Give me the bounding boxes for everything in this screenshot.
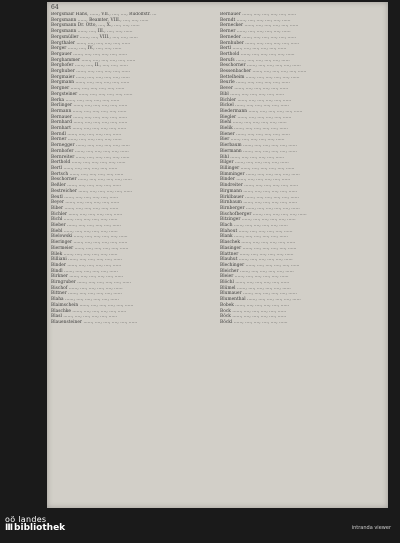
directory-entry: Bilger ......, ...., ...., ...., ...., ...... [220, 160, 289, 166]
directory-entry: Biegler ......, ...., ...., ...., ...., ...... [220, 114, 292, 120]
directory-entry: Bernhuber ......, ...., ...., ...., ...., ...... [220, 40, 300, 46]
directory-entry: Bickel ......, ...., ...., ...., ...., ...... [220, 103, 289, 109]
directory-entry: Biermeier ......, ...., ...., ...., ...., ...... [51, 245, 129, 251]
directory-entry: Bielik ......, ...., ...., ...., ...., ...... [220, 126, 288, 132]
document-page [47, 2, 388, 508]
page-number: 64 [51, 4, 59, 11]
logo-line-2 [5, 524, 65, 532]
directory-entry: Bergsteiner ......, ...., ...., ...., ...., ...... [51, 91, 133, 97]
directory-entry: Bittner ......, ...., ...., ...., ...., ...... [51, 291, 122, 297]
directory-entry: Berndl ......, ...., ...., ...., ...., ...... [51, 131, 122, 137]
directory-entry: Beurle ......, ...., ...., ...., ...., ...... [220, 80, 290, 86]
directory-entry: Bihl ......, ...., ...., ...., ...., ...... [220, 154, 285, 160]
directory-entry: Beßler ......, ...., ...., ...., ...., ...... [51, 183, 122, 189]
directory-entry: Biber ......, ...., ...., ...., ...., ...... [51, 205, 119, 211]
directory-entry: Blach ......, ...., ...., ...., ...., ...... [220, 223, 288, 229]
directory-entry: Blaschke ......, ...., ...., ...., ...., ...... [51, 308, 127, 314]
directory-entry: Bertsch ......, ...., ...., ...., ...., ...... [51, 171, 124, 177]
directory-entry: Birkner ......, ...., ...., ...., ...., ...... [51, 274, 124, 280]
directory-entry: Bergsmair Hans, ......, VII., ...., ...., Rudolfstr. ... [51, 12, 157, 17]
directory-entry: Bergsmann ......, Beamter, VIII., ...., ...., ...... [51, 17, 149, 23]
directory-entry: Berger ......, ...., IV., ...., ...., ...... [51, 46, 122, 52]
directory-entry: Bichl ......, ...., ...., ...., ...., ...... [51, 217, 118, 223]
directory-entry: Blumenthal ......, ...., ...., ...., ...., ...... [220, 297, 301, 303]
directory-entry: Billinger ......, ...., ...., ...., ...., ...... [220, 165, 295, 171]
directory-entry: Birklbauer ......, ...., ...., ...., ...., ...... [220, 194, 299, 200]
directory-entry: Beschorner ......, ...., ...., ...., ...., ...... [51, 177, 132, 183]
directory-entry: Bestreicher ......, ...., ...., ...., ...., ...... [51, 188, 133, 194]
directory-entry: Bergauer ......, ...., ...., ...., ...., ...... [51, 51, 128, 57]
directory-entry: Bimminger ......, ...., ...., ...., ...., ...... [220, 171, 300, 177]
directory-entry: Biedermann ......, ...., ...., ...., ...., ...... [220, 108, 303, 114]
directory-entry: Berndt ......, ...., ...., ...., ...., ...... [220, 17, 291, 23]
directory-entry: Bock ......, ...., ...., ...., ...., ...... [220, 308, 287, 314]
directory-entry: Bernhard ......, ...., ...., ...., ...., ...... [51, 120, 128, 126]
directory-entry: Bichler ......, ...., ...., ...., ...., ...... [220, 97, 292, 103]
directory-entry: Bergthaler ......, ...., ...., ...., ...., ...... [51, 40, 131, 46]
right-column [220, 12, 380, 500]
directory-entry: Bischofberger ......, ...., ...., ...., ...., ...... [220, 211, 307, 217]
directory-entry: Biebl ......, ...., ...., ...., ...., ...... [51, 228, 118, 234]
directory-entry: Beutl ......, ...., ...., ...., ...., ...... [51, 194, 119, 200]
directory-entry: Billiani ......, ...., ...., ...., ...., ...... [51, 257, 122, 263]
directory-entry: Berghofer ......, ...., II., ...., ...., ...... [51, 63, 128, 69]
left-column [51, 12, 211, 500]
directory-entry: Berner ......, ...., ...., ...., ...., ...... [220, 29, 291, 35]
directory-entry: Blaha ......, ...., ...., ...., ...., ...... [51, 297, 119, 303]
directory-entry: Berghammer ......, ...., ...., ...., ...., ...... [51, 57, 136, 63]
logo-line-2-text: bibliothek [14, 523, 66, 533]
directory-entry: Bischof ......, ...., ...., ...., ...., ...... [51, 285, 123, 291]
directory-entry: Bessenbacher ......, ...., ...., ...., ...., ...... [220, 69, 307, 75]
directory-entry: Berneder ......, ...., ...., ...., ...., ...... [220, 34, 297, 40]
directory-entry: Bernhofer ......, ...., ...., ...., ...., ...... [51, 148, 129, 154]
directory-entry: Blauensteiner ......, ...., ...., ...., ...., ...... [51, 319, 138, 325]
directory-entry: Blaschek ......, ...., ...., ...., ...., ...... [220, 240, 296, 246]
directory-entry: Birnbaum ......, ...., ...., ...., ...., ...... [220, 200, 298, 206]
directory-entry: Bierbaum ......, ...., ...., ...., ...., ...... [220, 143, 297, 149]
directory-entry: Bergner ......, ...., ...., ...., ...., ...... [51, 86, 125, 92]
directory-entry: Blauhut ......, ...., ...., ...., ...., ...... [220, 257, 293, 263]
directory-entry: Bernauer ......, ...., ...., ...., ...., ...... [220, 12, 297, 17]
directory-entry: Birgmann ......, ...., ...., ...., ...., ...... [220, 188, 298, 194]
directory-entry: Berghuber ......, ...., ...., ...., ...., ...... [51, 69, 131, 75]
directory-entry: Bibl ......, ...., ...., ...., ...., ...... [220, 91, 285, 97]
directory-entry: Blank ......, ...., ...., ...., ...., ...... [220, 234, 288, 240]
directory-entry: Bermann ......, ...., ...., ...., ...., ...... [51, 108, 127, 114]
directory-entry: Bever ......, ...., ...., ...., ...., ...... [220, 86, 289, 92]
directory-entry: Berufs ......, ...., ...., ...., ...., ...... [220, 57, 290, 63]
directory-entry: Bernauer ......, ...., ...., ...., ...., ...... [51, 114, 128, 120]
directory-entry: Bergsmüller ......, ...., VIII., ...., ...., ...... [51, 34, 138, 40]
directory-entry: Bindreiter ......, ...., ...., ...., ...., ...... [220, 183, 299, 189]
directory-entry: Bielowski ......, ...., ...., ...., ...., ...... [51, 234, 128, 240]
directory-entry: Bettelheim ......, ...., ...., ...., ...., ...... [220, 74, 300, 80]
directory-entry: Bobek ......, ...., ...., ...., ...., ...... [220, 302, 290, 308]
directory-entry: Bieber ......, ...., ...., ...., ...., ...... [51, 223, 121, 229]
directory-entry: Bleier ......, ...., ...., ...., ...., ...... [220, 274, 289, 280]
directory-entry: Berka ......, ...., ...., ...., ...., ...... [51, 97, 120, 103]
directory-entry: Blasinger ......, ...., ...., ...., ...., ...... [220, 245, 297, 251]
directory-entry: Bilek ......, ...., ...., ...., ...., ...... [51, 251, 118, 257]
directory-entry: Blattner ......, ...., ...., ...., ...., ...... [220, 251, 294, 257]
directory-entry: Bitzinger ......, ...., ...., ...., ...., ...... [220, 217, 296, 223]
directory-entry: Bieringer ......, ...., ...., ...., ...., ...... [51, 240, 128, 246]
directory-entry: Birnberger ......, ...., ...., ...., ...., ...... [220, 205, 300, 211]
directory-entry: Bier ......, ...., ...., ...., ...., ...... [220, 137, 285, 143]
directory-entry: Bernegger ......, ...., ...., ...., ...., ...... [51, 143, 130, 149]
directory-entry: Bichler ......, ...., ...., ...., ...., ...... [51, 211, 123, 217]
directory-entry: Birngruber ......, ...., ...., ...., ...., ...... [51, 280, 131, 286]
directory-entry: Binder ......, ...., ...., ...., ...., ...... [51, 262, 122, 268]
directory-entry: Bernecker ......, ...., ...., ...., ...., ...... [220, 23, 299, 29]
directory-entry: Binder ......, ...., ...., ...., ...., ...... [220, 177, 291, 183]
directory-entry: Berthold ......, ...., ...., ...., ...., ...... [220, 51, 295, 57]
directory-entry: Bindl ......, ...., ...., ...., ...., ...... [51, 268, 118, 274]
directory-entry: Blechinger ......, ...., ...., ...., ...., ...... [220, 262, 300, 268]
directory-entry: Bergmaier ......, ...., ...., ...., ...., ...... [51, 74, 130, 80]
directory-entry: Beyer ......, ...., ...., ...., ...., ...... [51, 200, 120, 206]
directory-entry: Blumauer ......, ...., ...., ...., ...., ...... [220, 291, 297, 297]
directory-entry: Bergmann ......, ...., ...., ...., ...., ...... [51, 80, 130, 86]
directory-entry: Blaimschein ......, ...., ...., ...., ...., ...... [51, 302, 134, 308]
directory-entry: Bernreiter ......, ...., ...., ...., ...., ...... [51, 154, 130, 160]
directory-entry: Berlinger ......, ...., ...., ...., ...., ...... [51, 103, 128, 109]
directory-entry: Böck ......, ...., ...., ...., ...., ...... [220, 314, 287, 320]
directory-entry: Berner ......, ...., ...., ...., ...., ...... [51, 137, 122, 143]
directory-entry: Biehl ......, ...., ...., ...., ...., ...... [220, 120, 287, 126]
directory-entry: Beschorner ......, ...., ...., ...., ...., ...... [220, 63, 301, 69]
directory-entry: Berthold ......, ...., ...., ...., ...., ...... [51, 160, 126, 166]
directory-entry: Biener ......, ...., ...., ...., ...., ...... [220, 131, 290, 137]
directory-entry: Blöchl ......, ...., ...., ...., ...., ...... [220, 280, 290, 286]
directory-entry: Blahout ......, ...., ...., ...., ...., ...... [220, 228, 293, 234]
directory-entry: Blasl ......, ...., ...., ...., ...., ...... [51, 314, 118, 320]
library-logo[interactable] [5, 516, 65, 532]
directory-entry: Bertl ......, ...., ...., ...., ...., ...... [220, 46, 287, 52]
directory-entry: Bergsmann Dr. Otto, ...., X., ...., ...., ...... [51, 23, 140, 29]
viewer-credit[interactable]: intranda viewer [351, 525, 391, 531]
logo-mark-icon: III [5, 523, 13, 533]
directory-entry: Bertl ......, ...., ...., ...., ...., ...... [51, 165, 118, 171]
directory-entry: Böckl ......, ...., ...., ...., ...., ...... [220, 319, 288, 325]
directory-entry: Blümel ......, ...., ...., ...., ...., ...... [220, 285, 291, 291]
directory-entry: Bernhart ......, ...., ...., ...., ...., ...... [51, 126, 127, 132]
directory-entry: Bergsmann ......, ...., III., ...., ...., ...... [51, 29, 133, 35]
directory-entry: Bleicher ......, ...., ...., ...., ...., ...... [220, 268, 294, 274]
logo-line-1: oö landes [5, 515, 47, 524]
directory-entry: Biermann ......, ...., ...., ...., ...., ...... [220, 148, 297, 154]
